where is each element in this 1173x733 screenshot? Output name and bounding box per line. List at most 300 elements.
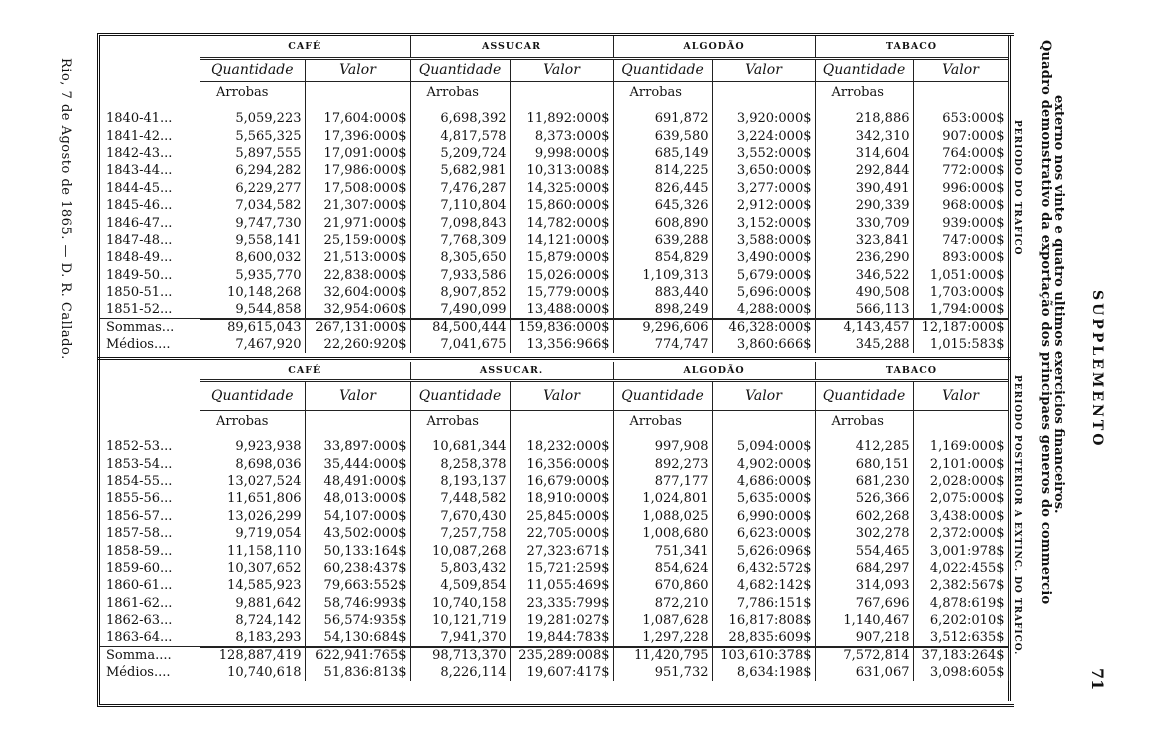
quantity-cell: 10,740,618 — [200, 664, 305, 681]
group-header-2: ALGODÃO — [613, 36, 815, 58]
corner-cell — [100, 362, 200, 380]
table-post-trafico-period — [100, 362, 1009, 681]
value-cell: 3,224:000$ — [712, 127, 815, 144]
value-header: Valor — [913, 58, 1008, 81]
value-cell: 19,844:783$ — [510, 629, 613, 646]
year-label: 1841-42... — [106, 128, 173, 144]
quantity-cell: 302,278 — [815, 525, 913, 542]
title-line-2: externo nos vinte e quatro ultimos exercicios financeiros. — [1051, 95, 1066, 514]
quantity-cell: 645,326 — [613, 197, 712, 214]
quantity-cell: 951,732 — [613, 664, 712, 681]
value-cell: 48,013:000$ — [305, 490, 410, 507]
value-cell: 3,438:000$ — [913, 508, 1008, 525]
quantity-cell: 7,110,804 — [410, 197, 510, 214]
group-header-0: CAFÉ — [200, 362, 410, 380]
value-cell: 19,607:417$ — [510, 664, 613, 681]
period-label-post-trafico: PERIODO POSTERIOR A EXTINC. DO TRAFICO. — [1012, 375, 1022, 656]
value-cell: 2,912:000$ — [712, 197, 815, 214]
quantity-header: Quantidade — [815, 58, 913, 81]
quantity-cell: 7,098,843 — [410, 214, 510, 231]
quantity-cell: 826,445 — [613, 180, 712, 197]
value-cell: 653:000$ — [913, 110, 1008, 127]
value-cell: 58,746:993$ — [305, 595, 410, 612]
unit-label: Arrobas — [815, 410, 913, 432]
year-label: 1840-41... — [106, 111, 173, 127]
value-cell: 33,897:000$ — [305, 438, 410, 455]
quantity-cell: 9,881,642 — [200, 595, 305, 612]
value-cell: 8,634:198$ — [712, 664, 815, 681]
quantity-cell: 10,681,344 — [410, 438, 510, 455]
table-row — [100, 455, 1008, 472]
year-label: 1844-45... — [106, 180, 173, 196]
value-cell: 10,313:008$ — [510, 162, 613, 179]
value-cell: 9,998:000$ — [510, 145, 613, 162]
group-header-3: TABACO — [815, 362, 1008, 380]
table-row — [100, 438, 1008, 455]
value-cell: 764:000$ — [913, 145, 1008, 162]
value-cell: 32,954:060$ — [305, 301, 410, 318]
value-cell: 14,325:000$ — [510, 180, 613, 197]
quantity-cell: 566,113 — [815, 301, 913, 318]
table-row — [100, 629, 1008, 646]
value-cell: 3,920:000$ — [712, 110, 815, 127]
table-row — [100, 232, 1008, 249]
year-label: 1859-60... — [106, 560, 173, 576]
quantity-cell: 1,297,228 — [613, 629, 712, 646]
quantity-cell: 1,087,628 — [613, 612, 712, 629]
year-label: 1854-55... — [106, 473, 173, 489]
year-label: 1862-63... — [106, 613, 173, 629]
table-row — [100, 577, 1008, 594]
group-header-1: ASSUCAR. — [410, 362, 613, 380]
value-cell: 7,786:151$ — [712, 595, 815, 612]
corner-cell — [100, 58, 200, 81]
quantity-cell: 14,585,923 — [200, 577, 305, 594]
table-row — [100, 508, 1008, 525]
group-header-1: ASSUCAR — [410, 36, 613, 58]
quantity-header: Quantidade — [613, 380, 712, 410]
value-cell: 103,610:378$ — [712, 647, 815, 664]
quantity-cell: 490,508 — [815, 284, 913, 301]
value-cell: 747:000$ — [913, 232, 1008, 249]
value-cell: 3,152:000$ — [712, 214, 815, 231]
quantity-cell: 8,907,852 — [410, 284, 510, 301]
value-cell: 15,879:000$ — [510, 249, 613, 266]
value-cell: 622,941:765$ — [305, 647, 410, 664]
table-row — [100, 612, 1008, 629]
group-header-2: ALGODÃO — [613, 362, 815, 380]
quantity-cell: 10,121,719 — [410, 612, 510, 629]
quantity-cell: 218,886 — [815, 110, 913, 127]
quantity-cell: 997,908 — [613, 438, 712, 455]
table-row — [100, 197, 1008, 214]
group-header-3: TABACO — [815, 36, 1008, 58]
table-row — [100, 473, 1008, 490]
value-cell: 51,836:813$ — [305, 664, 410, 681]
value-cell: 17,604:000$ — [305, 110, 410, 127]
quantity-cell: 10,087,268 — [410, 542, 510, 559]
quantity-cell: 8,258,378 — [410, 455, 510, 472]
year-label: 1849-50... — [106, 267, 173, 283]
value-cell: 25,845:000$ — [510, 508, 613, 525]
table-row — [100, 595, 1008, 612]
value-cell: 56,574:935$ — [305, 612, 410, 629]
quantity-cell: 877,177 — [613, 473, 712, 490]
value-cell: 772:000$ — [913, 162, 1008, 179]
unit-label: Arrobas — [410, 410, 510, 432]
year-label: Médios.... — [106, 337, 171, 353]
quantity-cell: 7,476,287 — [410, 180, 510, 197]
value-cell: 3,098:605$ — [913, 664, 1008, 681]
value-cell: 159,836:000$ — [510, 319, 613, 336]
value-cell: 5,094:000$ — [712, 438, 815, 455]
value-cell: 16,679:000$ — [510, 473, 613, 490]
value-header: Valor — [510, 58, 613, 81]
quantity-cell: 4,143,457 — [815, 319, 913, 336]
value-cell: 3,490:000$ — [712, 249, 815, 266]
quantity-cell: 5,059,223 — [200, 110, 305, 127]
value-cell: 21,971:000$ — [305, 214, 410, 231]
value-cell: 13,356:966$ — [510, 336, 613, 353]
quantity-cell: 602,268 — [815, 508, 913, 525]
value-cell: 4,902:000$ — [712, 455, 815, 472]
quantity-cell: 8,193,137 — [410, 473, 510, 490]
quantity-cell: 814,225 — [613, 162, 712, 179]
value-cell: 5,679:000$ — [712, 267, 815, 284]
group-header-0: CAFÉ — [200, 36, 410, 58]
quantity-cell: 236,290 — [815, 249, 913, 266]
quantity-cell: 9,747,730 — [200, 214, 305, 231]
unit-label: Arrobas — [200, 81, 305, 104]
quantity-cell: 5,682,981 — [410, 162, 510, 179]
quantity-cell: 684,297 — [815, 560, 913, 577]
blank-cell — [913, 81, 1008, 104]
value-cell: 1,015:583$ — [913, 336, 1008, 353]
year-label: 1856-57... — [106, 508, 173, 524]
table-row — [100, 249, 1008, 266]
quantity-cell: 883,440 — [613, 284, 712, 301]
quantity-cell: 1,024,801 — [613, 490, 712, 507]
quantity-cell: 9,719,054 — [200, 525, 305, 542]
quantity-cell: 7,572,814 — [815, 647, 913, 664]
quantity-cell: 7,034,582 — [200, 197, 305, 214]
value-cell: 4,682:142$ — [712, 577, 815, 594]
quantity-cell: 8,226,114 — [410, 664, 510, 681]
table-row — [100, 284, 1008, 301]
quantity-cell: 290,339 — [815, 197, 913, 214]
table-row — [100, 525, 1008, 542]
value-cell: 19,281:027$ — [510, 612, 613, 629]
value-cell: 54,107:000$ — [305, 508, 410, 525]
value-cell: 15,860:000$ — [510, 197, 613, 214]
quantity-cell: 345,288 — [815, 336, 913, 353]
quantity-cell: 872,210 — [613, 595, 712, 612]
averages-row — [100, 336, 1008, 353]
value-cell: 13,488:000$ — [510, 301, 613, 318]
quantity-cell: 11,420,795 — [613, 647, 712, 664]
value-cell: 6,432:572$ — [712, 560, 815, 577]
corner-cell — [100, 410, 200, 432]
totals-row — [100, 647, 1008, 664]
quantity-cell: 9,923,938 — [200, 438, 305, 455]
year-label: 1847-48... — [106, 232, 173, 248]
value-cell: 893:000$ — [913, 249, 1008, 266]
value-cell: 3,277:000$ — [712, 180, 815, 197]
table-row — [100, 542, 1008, 559]
quantity-cell: 7,041,675 — [410, 336, 510, 353]
table-row — [100, 301, 1008, 318]
value-cell: 18,910:000$ — [510, 490, 613, 507]
quantity-cell: 5,935,770 — [200, 267, 305, 284]
year-label: 1853-54... — [106, 456, 173, 472]
value-cell: 235,289:008$ — [510, 647, 613, 664]
value-cell: 907:000$ — [913, 127, 1008, 144]
value-cell: 18,232:000$ — [510, 438, 613, 455]
value-cell: 3,001:978$ — [913, 542, 1008, 559]
quantity-cell: 84,500,444 — [410, 319, 510, 336]
quantity-cell: 639,580 — [613, 127, 712, 144]
quantity-cell: 4,509,854 — [410, 577, 510, 594]
value-cell: 50,133:164$ — [305, 542, 410, 559]
quantity-cell: 128,887,419 — [200, 647, 305, 664]
quantity-cell: 4,817,578 — [410, 127, 510, 144]
quantity-cell: 346,522 — [815, 267, 913, 284]
quantity-cell: 8,724,142 — [200, 612, 305, 629]
value-cell: 1,794:000$ — [913, 301, 1008, 318]
signature-line: Rio, 7 de Agosto de 1865. — D. R. Callado. — [58, 58, 73, 360]
quantity-cell: 314,604 — [815, 145, 913, 162]
value-cell: 15,779:000$ — [510, 284, 613, 301]
year-label: 1860-61... — [106, 578, 173, 594]
quantity-cell: 13,027,524 — [200, 473, 305, 490]
value-cell: 46,328:000$ — [712, 319, 815, 336]
quantity-header: Quantidade — [200, 58, 305, 81]
blank-cell — [712, 81, 815, 104]
unit-label: Arrobas — [613, 81, 712, 104]
section-title: SUPPLEMENTO — [1089, 290, 1105, 449]
year-label: 1845-46... — [106, 198, 173, 214]
quantity-cell: 11,651,806 — [200, 490, 305, 507]
value-cell: 17,396:000$ — [305, 127, 410, 144]
quantity-cell: 892,273 — [613, 455, 712, 472]
quantity-cell: 10,307,652 — [200, 560, 305, 577]
quantity-cell: 7,490,099 — [410, 301, 510, 318]
quantity-cell: 5,897,555 — [200, 145, 305, 162]
value-cell: 15,026:000$ — [510, 267, 613, 284]
value-cell: 23,335:799$ — [510, 595, 613, 612]
quantity-cell: 10,148,268 — [200, 284, 305, 301]
quantity-cell: 7,941,370 — [410, 629, 510, 646]
quantity-cell: 1,088,025 — [613, 508, 712, 525]
quantity-header: Quantidade — [815, 380, 913, 410]
year-label: 1857-58... — [106, 526, 173, 542]
quantity-cell: 670,860 — [613, 577, 712, 594]
quantity-cell: 639,288 — [613, 232, 712, 249]
value-cell: 21,307:000$ — [305, 197, 410, 214]
value-cell: 4,022:455$ — [913, 560, 1008, 577]
quantity-cell: 412,285 — [815, 438, 913, 455]
value-cell: 60,238:437$ — [305, 560, 410, 577]
value-cell: 2,372:000$ — [913, 525, 1008, 542]
value-cell: 79,663:552$ — [305, 577, 410, 594]
quantity-header: Quantidade — [410, 380, 510, 410]
blank-cell — [510, 81, 613, 104]
year-label: 1855-56... — [106, 491, 173, 507]
year-label: 1858-59... — [106, 543, 173, 559]
value-cell: 3,512:635$ — [913, 629, 1008, 646]
unit-label: Arrobas — [410, 81, 510, 104]
group-header-row — [100, 36, 1008, 58]
quantity-cell: 323,841 — [815, 232, 913, 249]
value-cell: 3,650:000$ — [712, 162, 815, 179]
year-label: 1848-49... — [106, 250, 173, 266]
blank-cell — [305, 410, 410, 432]
year-label: 1850-51... — [106, 285, 173, 301]
quantity-cell: 767,696 — [815, 595, 913, 612]
value-cell: 54,130:684$ — [305, 629, 410, 646]
value-cell: 16,356:000$ — [510, 455, 613, 472]
quantity-cell: 330,709 — [815, 214, 913, 231]
value-cell: 12,187:000$ — [913, 319, 1008, 336]
value-cell: 1,169:000$ — [913, 438, 1008, 455]
value-cell: 37,183:264$ — [913, 647, 1008, 664]
quantity-cell: 9,296,606 — [613, 319, 712, 336]
value-cell: 21,513:000$ — [305, 249, 410, 266]
value-cell: 6,990:000$ — [712, 508, 815, 525]
quantity-cell: 854,829 — [613, 249, 712, 266]
value-cell: 8,373:000$ — [510, 127, 613, 144]
quantity-cell: 751,341 — [613, 542, 712, 559]
value-cell: 11,055:469$ — [510, 577, 613, 594]
table-row — [100, 180, 1008, 197]
quantity-cell: 342,310 — [815, 127, 913, 144]
page-number: 71 — [1088, 668, 1107, 691]
value-cell: 3,860:666$ — [712, 336, 815, 353]
quantity-cell: 89,615,043 — [200, 319, 305, 336]
value-cell: 5,635:000$ — [712, 490, 815, 507]
value-cell: 4,878:619$ — [913, 595, 1008, 612]
quantity-cell: 8,600,032 — [200, 249, 305, 266]
value-cell: 267,131:000$ — [305, 319, 410, 336]
table-row — [100, 110, 1008, 127]
averages-row — [100, 664, 1008, 681]
quantity-cell: 11,158,110 — [200, 542, 305, 559]
value-cell: 17,091:000$ — [305, 145, 410, 162]
quantity-cell: 526,366 — [815, 490, 913, 507]
subheader-row — [100, 380, 1008, 410]
blank-cell — [712, 410, 815, 432]
quantity-cell: 6,294,282 — [200, 162, 305, 179]
value-cell: 1,703:000$ — [913, 284, 1008, 301]
quantity-cell: 685,149 — [613, 145, 712, 162]
quantity-cell: 854,624 — [613, 560, 712, 577]
table-row — [100, 145, 1008, 162]
period-label-trafico: PERIODO DO TRAFICO — [1012, 120, 1022, 256]
value-cell: 22,838:000$ — [305, 267, 410, 284]
quantity-cell: 5,565,325 — [200, 127, 305, 144]
quantity-header: Quantidade — [613, 58, 712, 81]
quantity-cell: 98,713,370 — [410, 647, 510, 664]
value-cell: 43,502:000$ — [305, 525, 410, 542]
unit-row — [100, 410, 1008, 432]
value-header: Valor — [913, 380, 1008, 410]
value-cell: 2,382:567$ — [913, 577, 1008, 594]
quantity-cell: 774,747 — [613, 336, 712, 353]
value-cell: 3,552:000$ — [712, 145, 815, 162]
group-header-row — [100, 362, 1008, 380]
corner-cell — [100, 81, 200, 104]
quantity-cell: 8,698,036 — [200, 455, 305, 472]
quantity-cell: 7,257,758 — [410, 525, 510, 542]
year-label: 1842-43... — [106, 145, 173, 161]
table-row — [100, 214, 1008, 231]
value-cell: 939:000$ — [913, 214, 1008, 231]
table-trafico-period — [100, 36, 1009, 353]
value-cell: 17,986:000$ — [305, 162, 410, 179]
quantity-cell: 1,008,680 — [613, 525, 712, 542]
value-cell: 2,028:000$ — [913, 473, 1008, 490]
value-cell: 4,288:000$ — [712, 301, 815, 318]
quantity-cell: 8,305,650 — [410, 249, 510, 266]
value-cell: 32,604:000$ — [305, 284, 410, 301]
unit-label: Arrobas — [815, 81, 913, 104]
quantity-cell: 1,140,467 — [815, 612, 913, 629]
subheader-row — [100, 58, 1008, 81]
quantity-cell: 907,218 — [815, 629, 913, 646]
value-cell: 15,721:259$ — [510, 560, 613, 577]
quantity-header: Quantidade — [410, 58, 510, 81]
quantity-cell: 691,872 — [613, 110, 712, 127]
quantity-cell: 5,209,724 — [410, 145, 510, 162]
year-label: 1852-53... — [106, 439, 173, 455]
value-cell: 6,202:010$ — [913, 612, 1008, 629]
section-divider — [97, 357, 1011, 360]
table-row — [100, 162, 1008, 179]
corner-cell — [100, 36, 200, 58]
value-cell: 11,892:000$ — [510, 110, 613, 127]
value-cell: 5,626:096$ — [712, 542, 815, 559]
quantity-cell: 631,067 — [815, 664, 913, 681]
quantity-cell: 9,544,858 — [200, 301, 305, 318]
quantity-cell: 7,933,586 — [410, 267, 510, 284]
value-header: Valor — [712, 58, 815, 81]
quantity-cell: 7,448,582 — [410, 490, 510, 507]
quantity-cell: 8,183,293 — [200, 629, 305, 646]
unit-row — [100, 81, 1008, 104]
value-cell: 996:000$ — [913, 180, 1008, 197]
quantity-cell: 6,229,277 — [200, 180, 305, 197]
table-row — [100, 490, 1008, 507]
year-label: Médios.... — [106, 665, 171, 681]
table-row — [100, 267, 1008, 284]
value-cell: 5,696:000$ — [712, 284, 815, 301]
corner-cell — [100, 380, 200, 410]
quantity-cell: 7,768,309 — [410, 232, 510, 249]
totals-row — [100, 319, 1008, 336]
quantity-cell: 898,249 — [613, 301, 712, 318]
quantity-cell: 390,491 — [815, 180, 913, 197]
quantity-cell: 13,026,299 — [200, 508, 305, 525]
quantity-cell: 5,803,432 — [410, 560, 510, 577]
quantity-header: Quantidade — [200, 380, 305, 410]
year-label: 1846-47... — [106, 215, 173, 231]
quantity-cell: 681,230 — [815, 473, 913, 490]
quantity-cell: 292,844 — [815, 162, 913, 179]
value-header: Valor — [305, 380, 410, 410]
value-cell: 14,782:000$ — [510, 214, 613, 231]
blank-cell — [510, 410, 613, 432]
value-cell: 28,835:609$ — [712, 629, 815, 646]
